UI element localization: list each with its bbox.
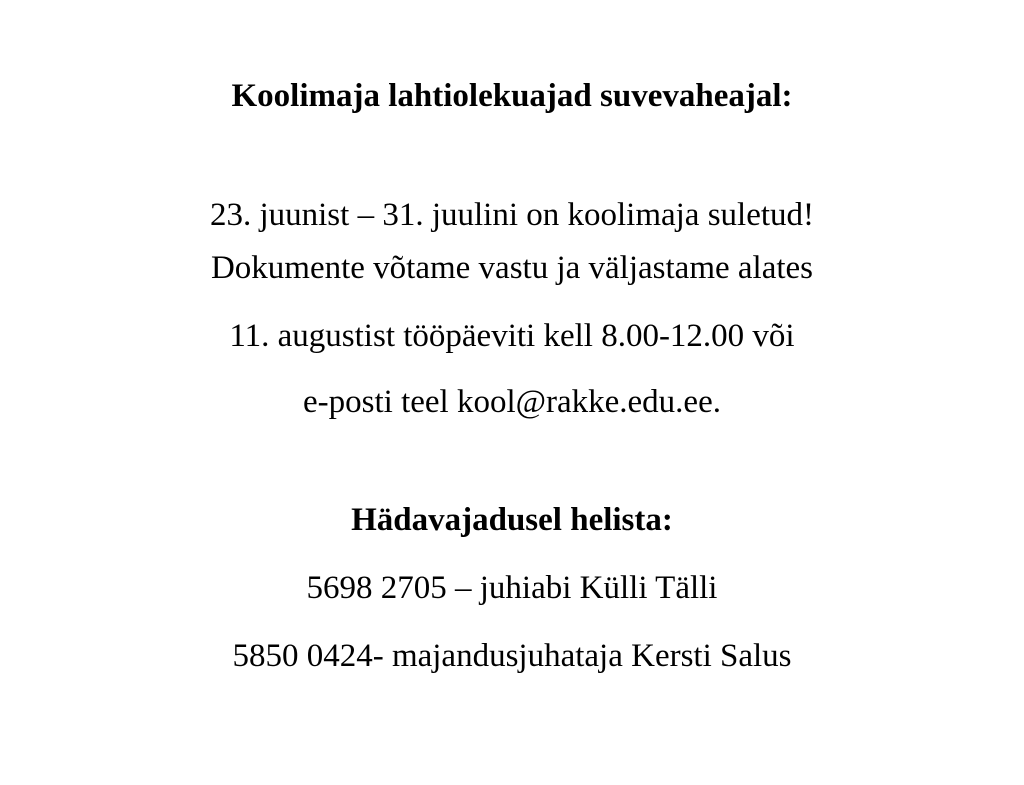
closure-period-text: 23. juunist – 31. juulini on koolimaja suletud! xyxy=(209,197,815,233)
contact-phone-2: 5850 0424- majandusjuhataja Kersti Salus xyxy=(232,638,792,674)
notice-title: Koolimaja lahtiolekuajad suvevaheajal: xyxy=(231,78,793,114)
office-hours-text: 11. augustist tööpäeviti kell 8.00-12.00 või xyxy=(229,318,795,354)
emergency-heading: Hädavajadusel helista: xyxy=(351,502,673,538)
email-contact-text: e-posti teel kool@rakke.edu.ee. xyxy=(303,384,721,420)
contact-phone-1: 5698 2705 – juhiabi Külli Tälli xyxy=(306,570,718,606)
documents-info-text: Dokumente võtame vastu ja väljastame alates xyxy=(210,250,814,286)
